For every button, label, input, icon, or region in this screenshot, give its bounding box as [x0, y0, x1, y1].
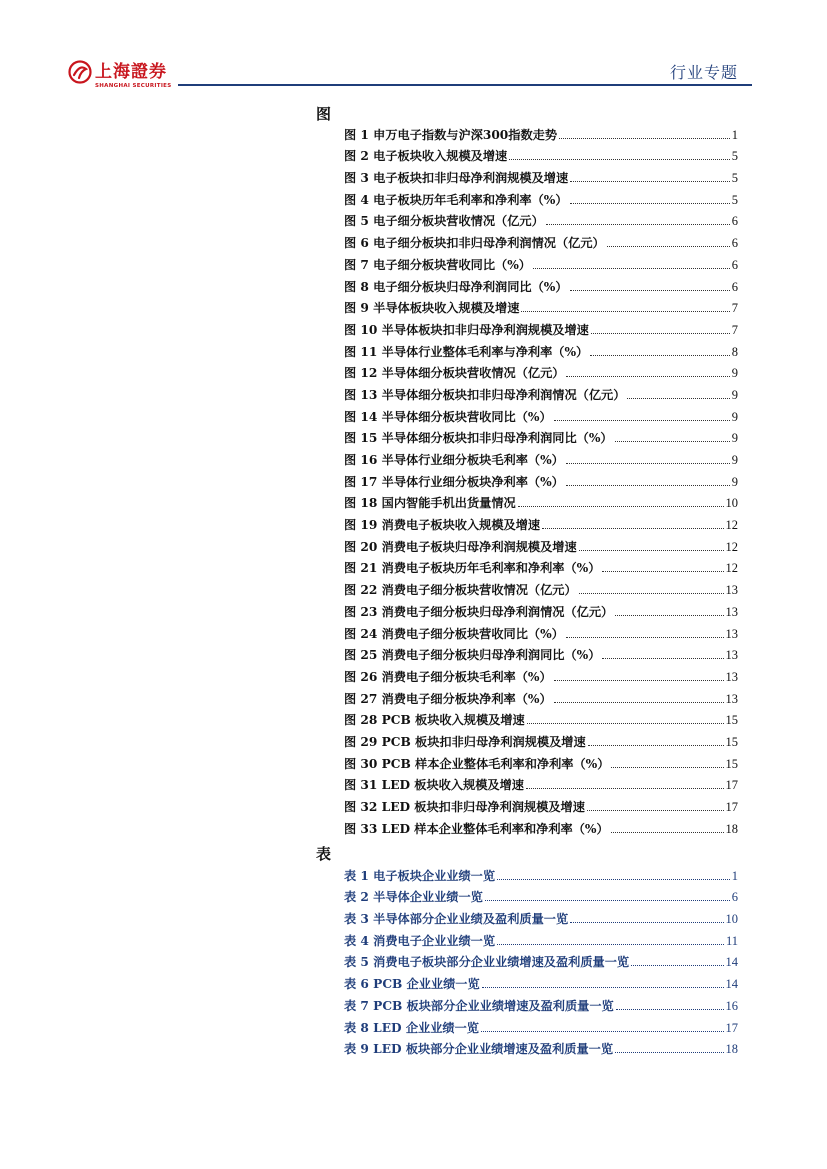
figure-toc-entry-label: 图 21 消费电子板块历年毛利率和净利率（%）: [344, 561, 601, 576]
figure-toc-entry-page-number: 5: [731, 171, 738, 186]
table-toc-entry-label: 表 5 消费电子板块部分企业业绩增速及盈利质量一览: [344, 955, 630, 970]
dot-leader: [554, 419, 730, 421]
figure-toc-entry[interactable]: [344, 663, 738, 685]
figure-toc-entry-label: 图 7 电子细分板块营收同比（%）: [344, 257, 531, 272]
figure-toc-entry-page-number: 13: [725, 583, 738, 598]
dot-leader: [602, 570, 723, 572]
figure-toc-entry-page-number: 9: [731, 387, 738, 402]
figure-toc-entry[interactable]: [344, 555, 738, 577]
table-toc-entry-page-number: 10: [725, 912, 738, 927]
table-toc-entry[interactable]: [344, 1036, 738, 1058]
figure-toc-entry[interactable]: [344, 468, 738, 490]
dot-leader: [607, 245, 730, 247]
figure-toc-entry-page-number: 13: [725, 691, 738, 706]
table-toc-entry-page-number: 18: [725, 1042, 738, 1057]
table-toc-entry-label: 表 8 LED 企业业绩一览: [344, 1020, 479, 1035]
figure-toc-entry-label: 图 14 半导体细分板块营收同比（%）: [344, 409, 552, 424]
document-type: 行业专题: [669, 63, 738, 82]
dot-leader: [615, 614, 723, 616]
dot-leader: [566, 636, 724, 638]
brand-logo: [68, 60, 178, 94]
figure-toc-entry-page-number: 10: [725, 496, 738, 511]
figure-toc-entry-label: 图 8 电子细分板块归母净利润同比（%）: [344, 279, 568, 294]
figure-toc-entry-label: 图 24 消费电子细分板块营收同比（%）: [344, 626, 564, 641]
figure-toc-entry[interactable]: [344, 143, 738, 165]
figure-toc-entry-page-number: 9: [731, 474, 738, 489]
header-divider: [178, 84, 752, 86]
figure-toc-entry-label: 图 29 PCB 板块扣非归母净利润规模及增速: [344, 734, 586, 749]
page-header: [0, 0, 827, 90]
figure-toc-entry-label: 图 23 消费电子细分板块归母净利润情况（亿元）: [344, 604, 614, 619]
dot-leader: [533, 267, 730, 269]
table-toc-entry[interactable]: [344, 927, 738, 949]
dot-leader: [615, 1051, 723, 1053]
dot-leader: [485, 899, 730, 901]
figure-toc-entry[interactable]: [344, 360, 738, 382]
figure-toc-entry-label: 图 16 半导体行业细分板块毛利率（%）: [344, 453, 564, 467]
figure-toc-entry[interactable]: [344, 707, 738, 729]
figure-toc-entry[interactable]: [344, 208, 738, 230]
figure-toc-entry-label: 图 10 半导体板块扣非归母净利润规模及增速: [344, 322, 589, 337]
dot-leader: [521, 310, 729, 312]
table-toc-entry-label: 表 2 半导体企业业绩一览: [344, 890, 483, 905]
figure-toc-entry-label: 图 13 半导体细分板块扣非归母净利润情况（亿元）: [344, 387, 626, 402]
table-toc-entry[interactable]: [344, 905, 738, 927]
dot-leader: [615, 440, 730, 442]
table-toc-entry-label: 表 4 消费电子企业业绩一览: [344, 933, 496, 948]
dot-leader: [570, 180, 730, 182]
figure-toc-entry-page-number: 12: [725, 561, 738, 576]
figure-toc-entry-page-number: 13: [725, 669, 738, 684]
figure-toc-entry-page-number: 9: [731, 453, 738, 467]
figure-toc-entry-label: 图 33 LED 样本企业整体毛利率和净利率（%）: [344, 821, 609, 836]
figure-toc-entry-page-number: 9: [731, 431, 738, 446]
figure-toc-entry[interactable]: [344, 511, 738, 533]
dot-leader: [482, 986, 724, 988]
figure-toc-entry-page-number: 6: [731, 214, 738, 229]
figure-toc-entry-page-number: 7: [731, 301, 738, 316]
figure-toc-entry[interactable]: [344, 728, 738, 750]
dot-leader: [554, 679, 724, 681]
table-toc-entry-label: 表 7 PCB 板块部分企业业绩增速及盈利质量一览: [344, 998, 614, 1013]
figure-toc-entry[interactable]: [344, 425, 738, 447]
figure-toc-entry-label: 图 18 国内智能手机出货量情况: [344, 496, 516, 511]
brand-logo-icon: [68, 60, 92, 84]
figure-toc-entry-page-number: 9: [731, 409, 738, 424]
figure-toc-entry[interactable]: [344, 186, 738, 208]
figure-toc-entry[interactable]: [344, 533, 738, 555]
figure-toc-entry[interactable]: [344, 295, 738, 317]
figure-toc-entry-label: 图 31 LED 板块收入规模及增速: [344, 778, 524, 793]
table-toc-entry-label: 表 3 半导体部分企业业绩及盈利质量一览: [344, 912, 569, 927]
figure-toc-entry-page-number: 12: [725, 518, 738, 533]
dot-leader: [554, 701, 724, 703]
dot-leader: [570, 921, 723, 923]
figure-toc-entry-page-number: 15: [725, 756, 738, 771]
figure-toc-entry-label: 图 26 消费电子细分板块毛利率（%）: [344, 669, 552, 684]
figure-toc-entry-label: 图 4 电子板块历年毛利率和净利率（%）: [344, 192, 568, 207]
figure-toc-entry-page-number: 13: [725, 648, 738, 663]
figure-toc-entry-label: 图 11 半导体行业整体毛利率与净利率（%）: [344, 344, 589, 359]
figure-toc-entry-page-number: 1: [731, 127, 738, 142]
table-toc-entry-page-number: 11: [725, 933, 738, 948]
table-toc-entry-page-number: 14: [725, 955, 738, 970]
dot-leader: [611, 766, 723, 768]
figure-toc-entry-label: 图 27 消费电子细分板块净利率（%）: [344, 691, 552, 706]
dot-leader: [497, 943, 724, 945]
figure-toc-entry-page-number: 17: [725, 778, 738, 793]
table-toc-entry-label: 表 1 电子板块企业业绩一览: [344, 868, 496, 883]
dot-leader: [590, 354, 730, 356]
figure-toc-entry-page-number: 13: [725, 626, 738, 641]
table-list: [344, 862, 738, 1057]
figure-toc-entry-page-number: 6: [731, 236, 738, 251]
dot-leader: [566, 462, 730, 464]
figure-toc-entry[interactable]: [344, 490, 738, 512]
figure-toc-entry-page-number: 15: [725, 734, 738, 749]
table-toc-entry[interactable]: [344, 970, 738, 992]
figure-toc-entry-label: 图 22 消费电子细分板块营收情况（亿元）: [344, 583, 577, 598]
dot-leader: [627, 397, 729, 399]
figure-toc-entry-label: 图 20 消费电子板块归母净利润规模及增速: [344, 539, 577, 554]
table-toc-entry-page-number: 14: [725, 977, 738, 992]
table-toc-entry-label: 表 6 PCB 企业业绩一览: [344, 977, 480, 992]
figure-toc-entry[interactable]: [344, 772, 738, 794]
table-toc-entry-page-number: 1: [731, 868, 738, 883]
dot-leader: [566, 484, 730, 486]
dot-leader: [611, 831, 724, 833]
figure-toc-entry[interactable]: [344, 750, 738, 772]
figure-toc-entry-page-number: 9: [731, 366, 738, 381]
dot-leader: [591, 332, 730, 334]
table-toc-entry[interactable]: [344, 949, 738, 971]
figure-toc-entry-page-number: 15: [725, 713, 738, 728]
figure-toc-entry[interactable]: [344, 685, 738, 707]
figure-toc-entry-label: 图 28 PCB 板块收入规模及增速: [344, 713, 525, 728]
figures-heading: 图: [316, 105, 332, 123]
figure-toc-entry[interactable]: [344, 338, 738, 360]
figure-toc-entry-label: 图 19 消费电子板块收入规模及增速: [344, 518, 541, 533]
dot-leader: [631, 964, 723, 966]
figure-toc-entry-label: 图 30 PCB 样本企业整体毛利率和净利率（%）: [344, 756, 610, 771]
dot-leader: [509, 158, 730, 160]
figure-toc-entry-page-number: 6: [731, 279, 738, 294]
figure-toc-entry[interactable]: [344, 251, 738, 273]
figure-toc-entry-page-number: 17: [725, 800, 738, 814]
table-toc-entry[interactable]: [344, 1014, 738, 1036]
figure-toc-entry[interactable]: [344, 273, 738, 295]
figure-toc-entry-page-number: 7: [731, 322, 738, 337]
figure-toc-entry[interactable]: [344, 446, 738, 468]
figure-toc-entry-label: 图 32 LED 板块扣非归母净利润规模及增速: [344, 800, 585, 814]
dot-leader: [588, 744, 724, 746]
figure-toc-entry[interactable]: [344, 316, 738, 338]
figure-toc-entry[interactable]: [344, 229, 738, 251]
dot-leader: [481, 1030, 724, 1032]
dot-leader: [559, 137, 730, 139]
dot-leader: [602, 657, 723, 659]
table-toc-entry-page-number: 16: [725, 998, 738, 1013]
dot-leader: [526, 787, 724, 789]
dot-leader: [570, 202, 730, 204]
figure-toc-entry-page-number: 13: [725, 604, 738, 619]
dot-leader: [566, 375, 729, 377]
figure-toc-entry[interactable]: [344, 793, 738, 815]
figure-toc-entry[interactable]: [344, 121, 738, 143]
figure-toc-entry-label: 图 2 电子板块收入规模及增速: [344, 149, 508, 164]
dot-leader: [616, 1008, 724, 1010]
table-toc-entry[interactable]: [344, 862, 738, 884]
figure-toc-entry-label: 图 9 半导体板块收入规模及增速: [344, 301, 520, 316]
figure-toc-entry[interactable]: [344, 598, 738, 620]
table-toc-entry-page-number: 17: [725, 1020, 738, 1035]
dot-leader: [587, 809, 724, 811]
figure-toc-entry-label: 图 25 消费电子细分板块归母净利润同比（%）: [344, 648, 601, 663]
dot-leader: [542, 527, 723, 529]
figure-toc-entry-page-number: 12: [725, 539, 738, 554]
figure-toc-entry-label: 图 15 半导体细分板块扣非归母净利润同比（%）: [344, 431, 613, 446]
table-toc-entry-page-number: 6: [731, 890, 738, 905]
figure-toc-entry-label: 图 5 电子细分板块营收情况（亿元）: [344, 214, 544, 229]
brand-name-en: SHANGHAI SECURITIES: [95, 83, 172, 89]
figure-toc-entry[interactable]: [344, 642, 738, 664]
dot-leader: [546, 223, 730, 225]
figure-toc-entry[interactable]: [344, 164, 738, 186]
figure-toc-entry-page-number: 5: [731, 192, 738, 207]
dot-leader: [497, 878, 730, 880]
figure-toc-entry-page-number: 5: [731, 149, 738, 164]
figure-toc-entry-page-number: 6: [731, 257, 738, 272]
figure-toc-entry-label: 图 17 半导体行业细分板块净利率（%）: [344, 474, 564, 489]
figure-toc-entry-label: 图 1 申万电子指数与沪深300指数走势: [344, 127, 558, 142]
figure-toc-entry-label: 图 6 电子细分板块扣非归母净利润情况（亿元）: [344, 236, 605, 251]
table-toc-entry-label: 表 9 LED 板块部分企业业绩增速及盈利质量一览: [344, 1042, 614, 1057]
brand-name-cn: 上海證券: [95, 62, 167, 82]
figure-toc-entry[interactable]: [344, 815, 738, 837]
figure-toc-entry[interactable]: [344, 381, 738, 403]
figure-toc-entry-label: 图 3 电子板块扣非归母净利润规模及增速: [344, 171, 569, 186]
dot-leader: [579, 549, 724, 551]
dot-leader: [579, 592, 724, 594]
dot-leader: [527, 722, 724, 724]
dot-leader: [570, 289, 730, 291]
dot-leader: [518, 505, 724, 507]
figure-toc-entry[interactable]: [344, 576, 738, 598]
figure-toc-entry-page-number: 8: [731, 344, 738, 359]
figure-toc-entry[interactable]: [344, 403, 738, 425]
tables-heading: 表: [316, 845, 332, 863]
figure-toc-entry[interactable]: [344, 620, 738, 642]
table-toc-entry[interactable]: [344, 884, 738, 906]
figure-toc-entry-label: 图 12 半导体细分板块营收情况（亿元）: [344, 366, 565, 381]
figure-toc-entry-page-number: 18: [725, 821, 738, 836]
table-toc-entry[interactable]: [344, 992, 738, 1014]
figure-list: [344, 121, 738, 837]
